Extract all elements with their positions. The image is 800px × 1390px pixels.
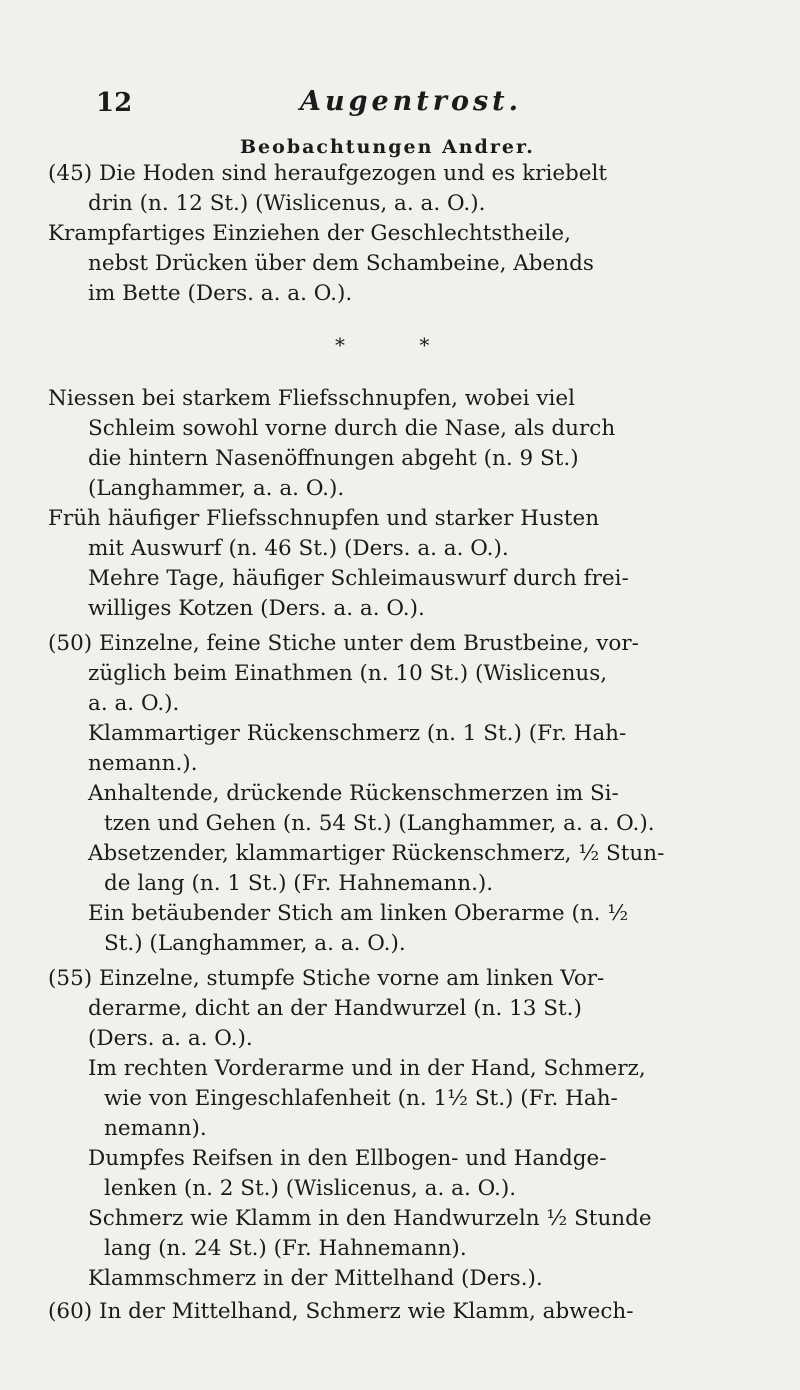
text-line: Schleim sowohl vorne durch die Nase, als durch — [88, 416, 616, 441]
text-line: Ein betäubender Stich am linken Oberarme (n. ½ — [88, 901, 629, 926]
text-line: nemann.). — [88, 751, 198, 776]
text-line: wie von Eingeschlafenheit (n. 1½ St.) (Fr. Hah- — [104, 1086, 618, 1111]
text-line: Schmerz wie Klamm in den Handwurzeln ½ Stunde — [88, 1206, 652, 1231]
text-line: mit Auswurf (n. 46 St.) (Ders. a. a. O.). — [88, 536, 509, 561]
text-line: (55) Einzelne, stumpfe Stiche vorne am linken Vor- — [48, 966, 605, 991]
text-line: Niessen bei starkem Fliefsschnupfen, wobei viel — [48, 386, 575, 411]
text-line: Mehre Tage, häufiger Schleimauswurf durch frei- — [88, 566, 629, 591]
text-line: lang (n. 24 St.) (Fr. Hahnemann). — [104, 1236, 467, 1261]
text-line: (Langhammer, a. a. O.). — [88, 476, 345, 501]
running-head: Augentrost. — [300, 86, 523, 117]
text-line: Klammartiger Rückenschmerz (n. 1 St.) (Fr. Hah- — [88, 721, 627, 746]
text-line: Klammschmerz in der Mittelhand (Ders.). — [88, 1266, 543, 1291]
section-separator-stars: * * — [335, 333, 464, 357]
text-line: (Ders. a. a. O.). — [88, 1026, 253, 1051]
section-heading: Beobachtungen Andrer. — [240, 136, 535, 158]
text-line: de lang (n. 1 St.) (Fr. Hahnemann.). — [104, 871, 494, 896]
page-number: 12 — [96, 88, 133, 118]
text-line: nebst Drücken über dem Schambeine, Abends — [88, 251, 594, 276]
text-line: (60) In der Mittelhand, Schmerz wie Klamm, abwech- — [48, 1299, 634, 1324]
text-line: züglich beim Einathmen (n. 10 St.) (Wislicenus, — [88, 661, 608, 686]
text-line: Anhaltende, drückende Rückenschmerzen im Si- — [88, 781, 619, 806]
text-line: williges Kotzen (Ders. a. a. O.). — [88, 596, 425, 621]
text-line: St.) (Langhammer, a. a. O.). — [104, 931, 406, 956]
text-line: (45) Die Hoden sind heraufgezogen und es kriebelt — [48, 161, 608, 186]
text-line: Dumpfes Reifsen in den Ellbogen- und Handge- — [88, 1146, 607, 1171]
text-line: Früh häufiger Fliefsschnupfen und starker Husten — [48, 506, 600, 531]
text-line: drin (n. 12 St.) (Wislicenus, a. a. O.). — [88, 191, 486, 216]
text-line: derarme, dicht an der Handwurzel (n. 13 St.) — [88, 996, 582, 1021]
text-line: lenken (n. 2 St.) (Wislicenus, a. a. O.). — [104, 1176, 517, 1201]
text-line: die hintern Nasenöffnungen abgeht (n. 9 St.) — [88, 446, 579, 471]
text-line: a. a. O.). — [88, 691, 180, 716]
text-line: tzen und Gehen (n. 54 St.) (Langhammer, a. a. O.). — [104, 811, 655, 836]
text-line: (50) Einzelne, feine Stiche unter dem Brustbeine, vor- — [48, 631, 639, 656]
text-line: Krampfartiges Einziehen der Geschlechtstheile, — [48, 221, 571, 246]
text-line: im Bette (Ders. a. a. O.). — [88, 281, 353, 306]
text-line: Absetzender, klammartiger Rückenschmerz, ½ Stun- — [88, 841, 665, 866]
text-line: nemann). — [104, 1116, 207, 1141]
text-line: Im rechten Vorderarme und in der Hand, Schmerz, — [88, 1056, 646, 1081]
